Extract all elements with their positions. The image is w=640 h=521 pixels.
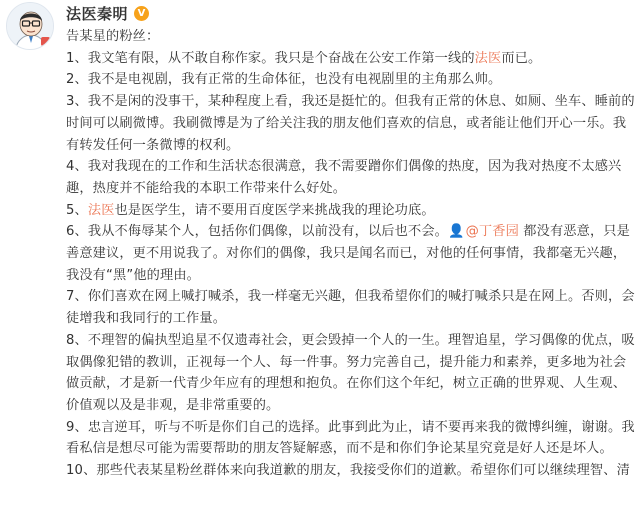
- mention-link[interactable]: 👤@丁香园: [448, 224, 519, 240]
- post-paragraph-8: 8、不理智的偏执型追星不仅遗毒社会，更会毁掉一个人的一生。理智追星，学习偶像的优点，吸取偶像犯错的教训，正视每一个人、每一件事。努力完善自己，提升能力和素养，更多地为社会做贡献，才是新一代青少年应有的理想和抱负。在你们这个年纪，树立正确的世界观、人生观、价值观以及是非观，是非常重要的。: [66, 332, 635, 413]
- username[interactable]: 法医秦明: [66, 4, 129, 23]
- cartoon-avatar-icon: [7, 3, 54, 50]
- post-paragraph-6: 6、我从不侮辱某个人，包括你们偶像，以前没有，以后也不会。👤@丁香园 都没有恶意，只是善意建议，更不用说我了。对你们的偶像，我只是闻名而已，对他的任何事情，我都毫无兴趣，我没有“黑”他的理由。: [66, 224, 630, 283]
- post-paragraph-10: 10、那些代表某星粉丝群体来向我道歉的朋友，我接受你们的道歉。希望你们可以继续理智、清: [66, 463, 630, 479]
- post-paragraph-2: 2、我不是电视剧，我有正常的生命体征，也没有电视剧里的主角那么帅。: [66, 72, 502, 88]
- post-greeting: 告某星的粉丝：: [66, 29, 160, 44]
- post-paragraph-3: 3、我不是闲的没事干，某种程度上看，我还是挺忙的。但我有正常的休息、如厕、坐车、睡前的时间可以刷微博。我刷微博是为了给关注我的朋友他们喜欢的信息，或者能让他们开心一乐。我有转发任何一条微博的权利。: [66, 94, 635, 153]
- post-paragraph-1: 1、我文笔有限，从不敢自称作家。我只是个奋战在公安工作第一线的法医而已。: [66, 50, 542, 66]
- verified-badge-icon[interactable]: V: [134, 6, 149, 21]
- highlight-keyword[interactable]: 法医: [87, 202, 115, 218]
- post-paragraph-5: 5、法医也是医学生，请不要用百度医学来挑战我的理论功底。: [66, 202, 435, 218]
- highlight-keyword[interactable]: 法医: [474, 50, 502, 66]
- post-header: [66, 2, 149, 24]
- post-paragraph-9: 9、忠言逆耳，听与不听是你们自己的选择。此事到此为止，请不要再来我的微博纠缠，谢谢。我看私信是想尽可能为需要帮助的朋友答疑解惑，而不是和你们争论某星究竟是好人还是坏人。: [66, 419, 635, 457]
- post-paragraph-4: 4、我对我现在的工作和生活状态很满意，我不需要蹭你们偶像的热度，因为我对热度不太感兴趣，热度并不能给我的本职工作带来什么好处。: [66, 159, 622, 196]
- post-body: [66, 26, 636, 482]
- avatar[interactable]: [6, 2, 54, 50]
- user-icon: 👤: [448, 224, 465, 240]
- post-paragraph-7: 7、你们喜欢在网上喊打喊杀，我一样毫无兴趣，但我希望你们的喊打喊杀只是在网上。否则，会徒增我和我同行的工作量。: [66, 289, 635, 327]
